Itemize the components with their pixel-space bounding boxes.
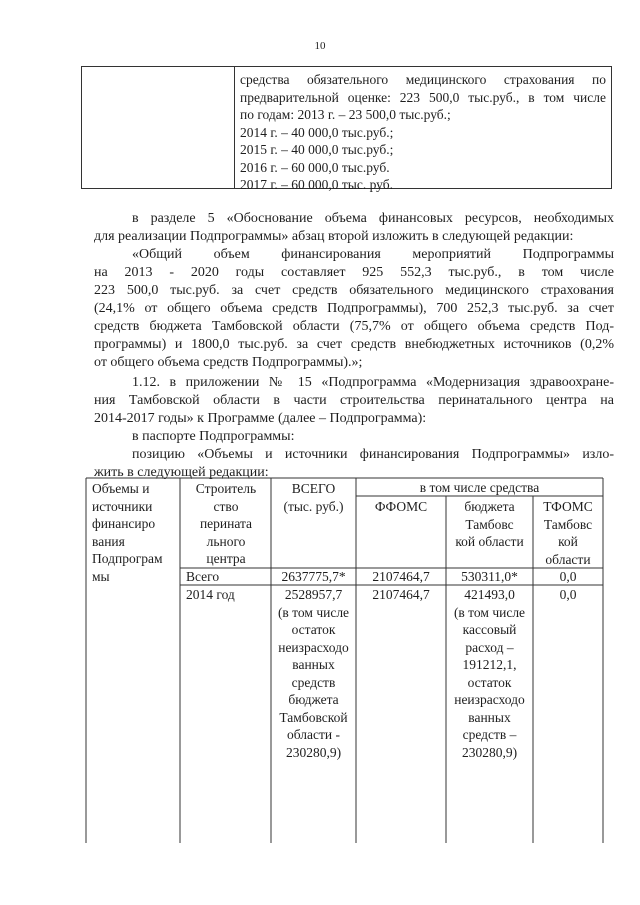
row-total-budget: 530311,0* [461,569,518,584]
cell-line: ванных [468,709,511,725]
paragraph-line: 1.12. в приложении № 15 «Подпрограмма «Модернизация здравоохране- [132,375,614,390]
row-total-tfoms: 0,0 [559,569,577,584]
paragraph-line: «Общий объем финансирования мероприятий Подпрограммы [132,247,614,262]
paragraph-line: 223 500,0 тыс.руб. за счет средств обязательного медицинского страхования [94,283,614,298]
table-line: 2015 г. – 40 000,0 тыс.руб.; [240,142,394,157]
table-line: по годам: 2013 г. – 23 500,0 тыс.руб.; [240,107,451,122]
cell-line: финансиро [92,516,156,531]
cell-line: средств – [462,727,517,742]
total-header [272,480,355,515]
page-number: 10 [314,40,326,52]
cell-line: кой области [455,534,524,549]
cell-line: ство [213,498,239,514]
cell-line: мы [92,568,110,584]
cell-line: области - [287,727,340,742]
tfoms-header [534,498,602,568]
row-total-ffoms: 2107464,7 [372,569,430,584]
paragraph-line: для реализации Подпрограммы» абзац второй изложить в следующей редакции: [94,229,574,244]
paragraph-line: жить в следующей редакции: [94,465,269,480]
row-total-label: Всего [186,569,220,584]
cell-line: 230280,9) [285,744,342,760]
cell-line: средств [291,674,336,690]
cell-line: кой [558,534,578,549]
cell-line: Тамбовс [543,516,593,532]
cell-line: неизрасходо [278,639,349,655]
cell-line: Тамбовс [465,516,514,532]
table-line: средства обязательного медицинского страхования по [240,72,606,87]
cell-line: остаток [467,674,512,690]
cell-line: кассовый [462,622,517,637]
paragraph-line: на 2013 - 2020 годы составляет 925 552,3 тыс.руб., в том числе [94,265,614,280]
paragraph-line: в паспорте Подпрограммы: [132,429,295,444]
row-2014-tfoms: 0,0 [559,587,577,602]
cell-line: льного [206,533,246,549]
cell-line: неизрасходо [454,692,525,707]
cell-line: ТФОМС [543,499,593,514]
cell-line: остаток [291,622,336,637]
table-line: 2016 г. – 60 000,0 тыс.руб. [240,159,390,175]
cell-line: области [545,551,591,567]
paragraph-line: программы) и 1800,0 тыс.руб. за счет средств внебюджетных источников (0,2% [94,337,614,352]
cell-line: вания [92,533,125,549]
cell-line: (в том числе [453,604,526,620]
cell-line: ВСЕГО [291,481,336,496]
cell-line: бюджета [464,499,515,514]
row-2014-label: 2014 год [186,587,235,602]
cell-line: перината [199,516,253,531]
cell-line: расход – [465,639,514,655]
cell-line: (тыс. руб.) [283,498,344,514]
cell-line: ванных [292,657,335,672]
paragraph-line: позицию «Объемы и источники финансирования Подпрограммы» изло- [132,447,614,462]
cell-line: 2528957,7 [284,587,343,602]
cell-line: бюджета [288,692,339,707]
table-line: 2017 г. – 60 000,0 тыс. руб. [240,177,393,192]
cell-line: центра [206,551,246,566]
cell-line: (в том числе [277,604,350,620]
paragraph-line: 2014-2017 годы» к Программе (далее – Подпрограмма): [94,411,427,426]
indicator-name-cell [92,480,178,585]
paragraph-line: ния Тамбовской области в части строительства перинатального центра на [94,393,614,408]
row-2014-sum [272,586,355,761]
sources-group-header: в том числе средства [419,480,540,495]
paragraph-line: средств бюджета Тамбовской области (75,7% от общего объема средств Под- [94,319,614,334]
row-total-sum: 2637775,7* [281,569,346,584]
cell-line: Строитель [195,481,257,496]
row-2014-ffoms: 2107464,7 [372,587,430,602]
cell-line: источники [92,498,153,514]
paragraph-line: от общего объема средств Подпрограммы).»; [94,355,363,370]
cell-line: 230280,9) [461,744,518,760]
ffoms-header: ФФОМС [374,499,428,514]
paragraph-line: в разделе 5 «Обоснование объема финансовых ресурсов, необходимых [132,211,614,226]
construction-header [182,480,270,568]
table-line: 2014 г. – 40 000,0 тыс.руб.; [240,124,394,140]
cell-line: Объемы и [92,481,150,496]
row-2014-budget [447,586,532,761]
table-line: предварительной оценке: 223 500,0 тыс.руб., в том числе [240,89,606,105]
cell-line: Тамбовской [279,709,348,725]
cell-line: 191212,1, [462,657,517,672]
cell-line: Подпрограм [92,551,163,566]
cell-line: 421493,0 [464,587,515,602]
budget-header [447,498,532,551]
paragraph-line: (24,1% от общего объема средств Подпрограммы), 700 252,3 тыс.руб. за счет [94,301,614,316]
